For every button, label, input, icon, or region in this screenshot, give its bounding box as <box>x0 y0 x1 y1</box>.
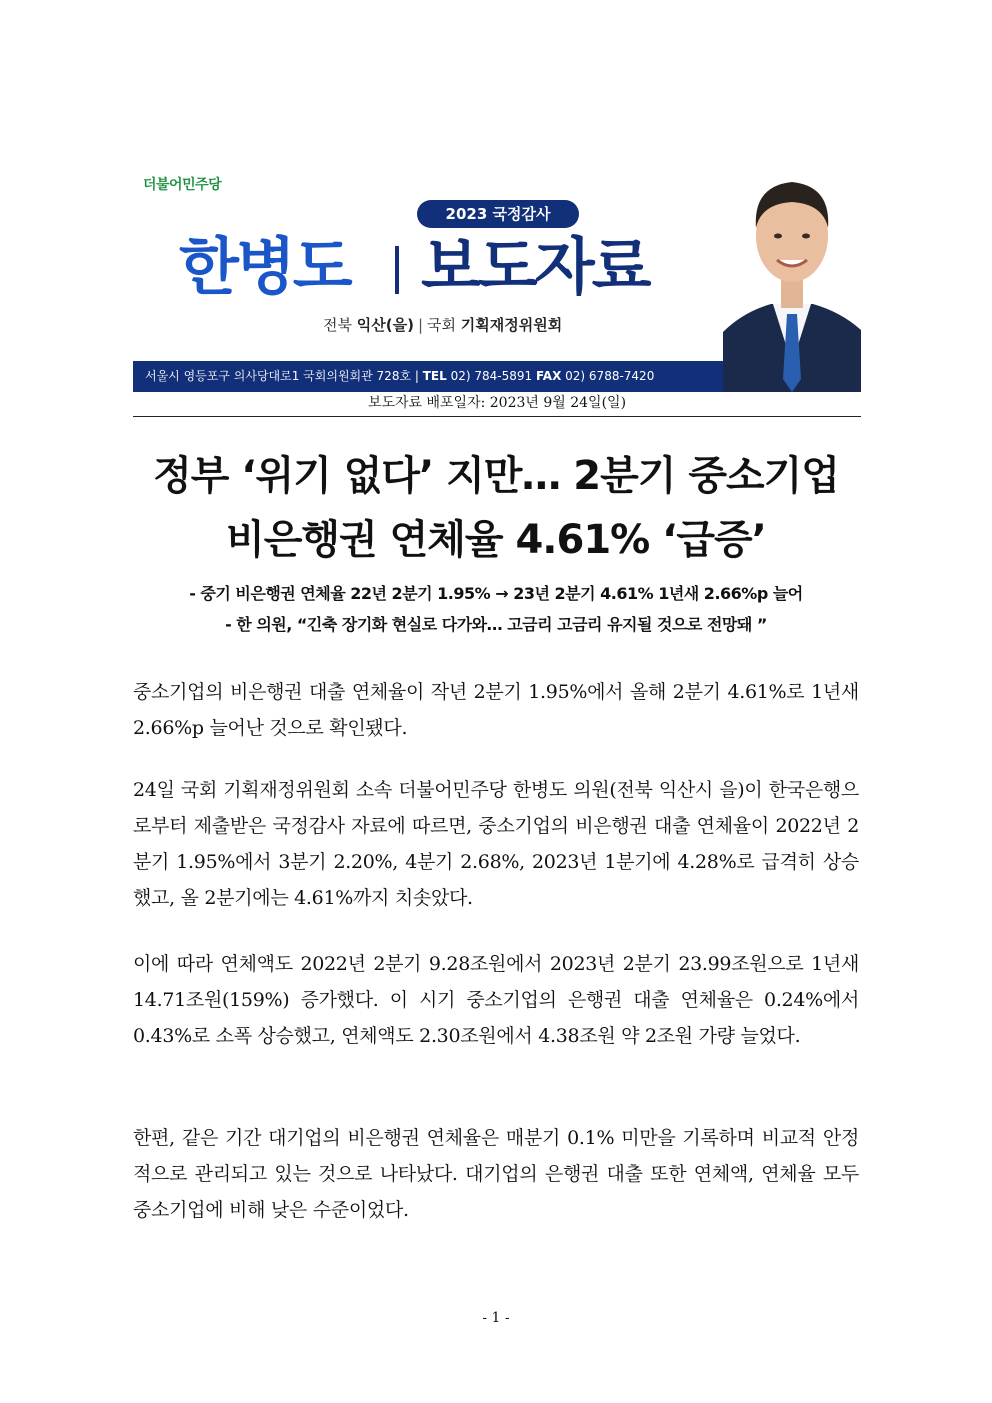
lawmaker-portrait <box>723 164 861 392</box>
region-district: 익산(을) <box>356 316 414 334</box>
portrait-illustration <box>723 164 861 392</box>
paragraph-1: 중소기업의 비은행권 대출 연체율이 작년 2분기 1.95%에서 올해 2분기 4.61%로 1년새 2.66%p 늘어난 것으로 확인됐다. <box>133 681 859 739</box>
subheading-1: - 중기 비은행권 연체율 22년 2분기 1.95% → 23년 2분기 4.61% 1년새 2.66%p 늘어 <box>189 584 803 603</box>
release-date: 보도자료 배포일자: 2023년 9월 24일(일) <box>133 392 861 417</box>
subheadings <box>100 578 892 640</box>
tel-label: TEL <box>422 369 447 383</box>
headline <box>100 444 892 572</box>
paragraph-4: 한편, 같은 기간 대기업의 비은행권 연체율은 매분기 0.1% 미만을 기록하며 비교적 안정적으로 관리되고 있는 것으로 나타났다. 대기업의 은행권 대출 또한 연체액, 연체율 모두 중소기업에 비해 낮은 수준이었다. <box>133 1127 859 1221</box>
region-separator: | <box>417 316 424 334</box>
headline-line-1: 정부 ‘위기 없다’ 지만… 2분기 중소기업 <box>153 453 839 499</box>
assembly-label: 국회 <box>427 316 456 334</box>
press-banner <box>133 164 861 392</box>
page-number: - 1 - <box>482 1310 510 1326</box>
press-release-title: 보도자료 <box>421 230 649 303</box>
audit-badge: 2023 국정감사 <box>417 200 579 228</box>
tel-number: 02) 784-5891 <box>450 369 533 383</box>
lawmaker-name: 한병도 <box>179 230 350 303</box>
office-address: 서울시 영등포구 의사당대로1 국회의원회관 728호 | <box>145 369 419 383</box>
region-prefix: 전북 <box>323 316 352 334</box>
party-logo: 더불어민주당 <box>143 177 222 193</box>
subheading-2: - 한 의원, “긴축 장기화 현실로 다가와… 고금리 고금리 유지될 것으로 전망돼 ” <box>225 615 767 634</box>
paragraph-3: 이에 따라 연체액도 2022년 2분기 9.28조원에서 2023년 2분기 23.99조원으로 1년새 14.71조원(159%) 증가했다. 이 시기 중소기업의 은행권 대출 연체율은 0.24%에서 0.43%로 소폭 상승했고, 연체액도 2.30조원에서 4.38조원 약 2조원 가량 늘었다. <box>133 953 859 1047</box>
fax-label: FAX <box>535 369 562 383</box>
contact-bar <box>133 361 735 392</box>
banner-divider <box>395 246 399 294</box>
region-committee <box>323 314 562 335</box>
paragraph-2: 24일 국회 기획재정위원회 소속 더불어민주당 한병도 의원(전북 익산시 을)이 한국은행으로부터 제출받은 국정감사 자료에 따르면, 중소기업의 비은행권 대출 연체율이 2022년 2분기 1.95%에서 3분기 2.20%, 4분기 2.68%, 2023년 1분기에 4.28%로 급격히 상승했고, 올 2분기에는 4.61%까지 치솟았다. <box>133 779 859 909</box>
fax-number: 02) 6788-7420 <box>565 369 655 383</box>
headline-line-2: 비은행권 연체율 4.61% ‘급증’ <box>226 517 766 563</box>
committee-name: 기획재정위원회 <box>460 316 563 334</box>
